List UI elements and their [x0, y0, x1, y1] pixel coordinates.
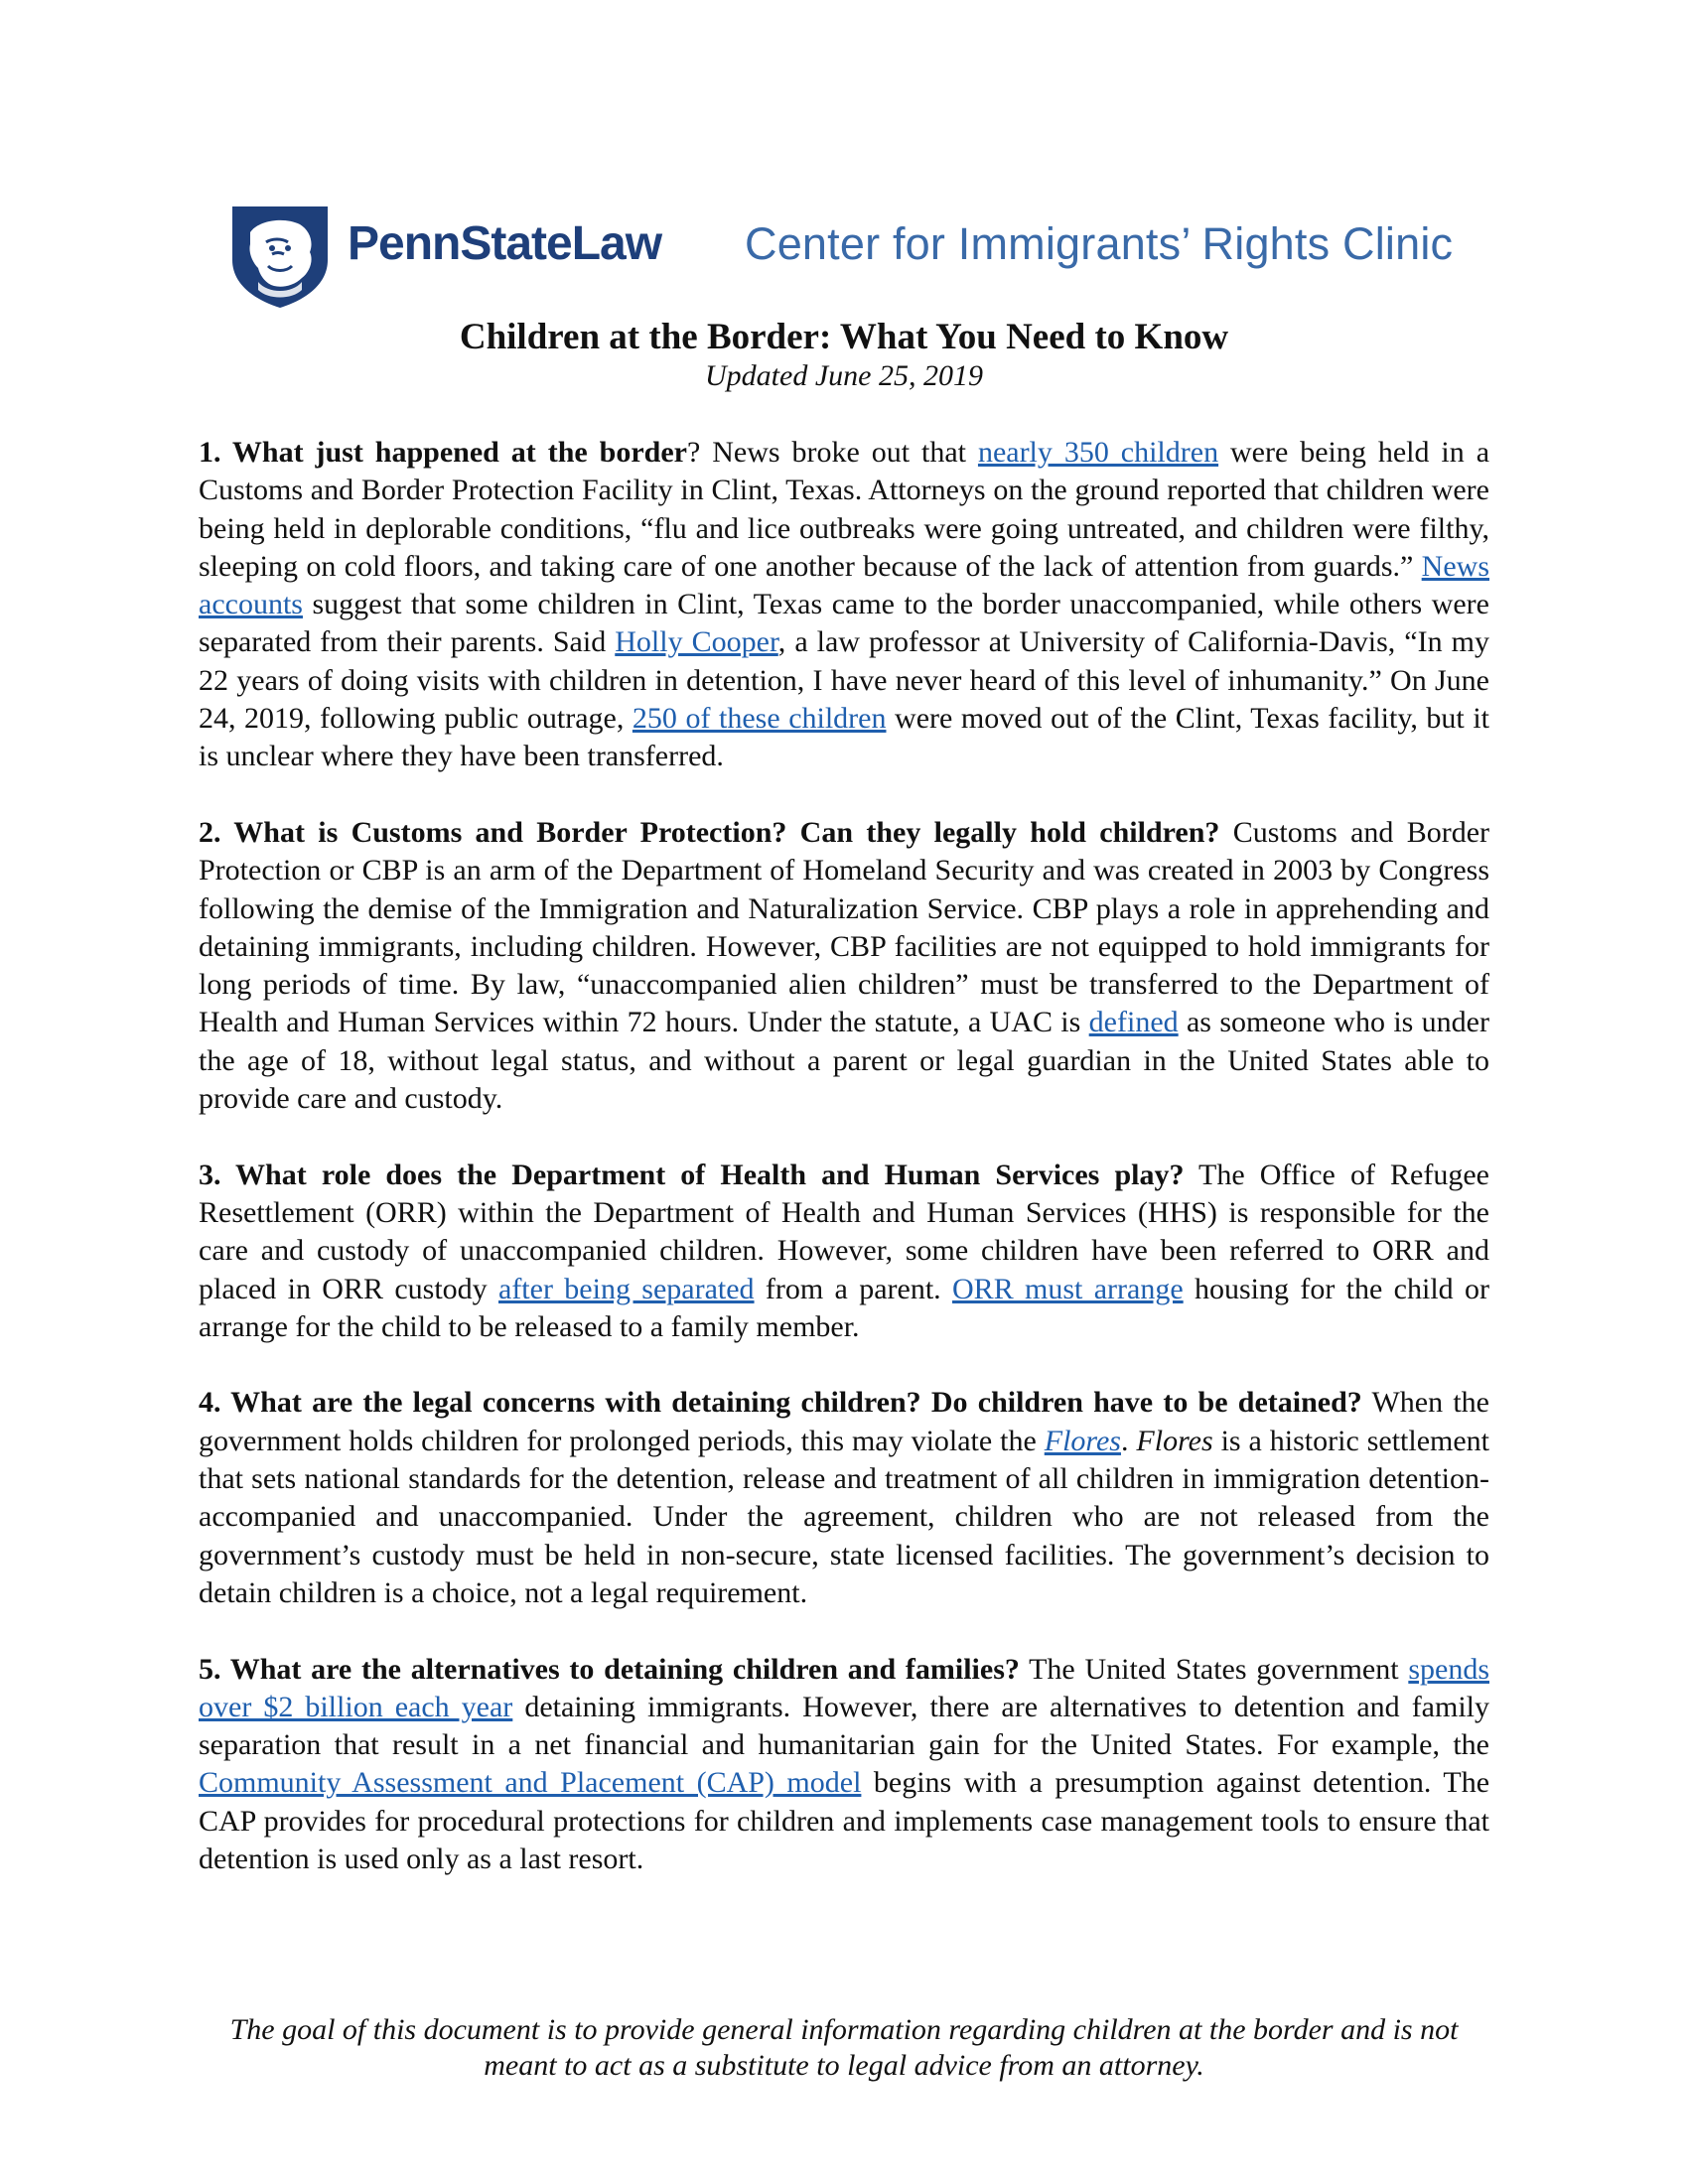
penn-state-law-logo-text: PennStateLaw: [348, 217, 662, 270]
section-5: [199, 1651, 1489, 1879]
nittany-lion-shield-icon: [228, 203, 332, 310]
section-3-text: The Office of Refugee Resettlement (ORR) within the Department of Health and Human Services (HHS) is responsible for the care and custody of unaccompanied children. However, some children have been referred to ORR and placed in ORR custody: [199, 1158, 1489, 1305]
link-flores[interactable]: Flores: [1044, 1424, 1121, 1457]
section-1-text: ? News broke out that: [686, 436, 978, 469]
disclaimer: [199, 2012, 1489, 2084]
link-250-of-these-children[interactable]: 250 of these children: [632, 702, 887, 736]
updated-date: Updated June 25, 2019: [705, 359, 983, 392]
document-body: [199, 434, 1489, 1917]
link-cap-model[interactable]: Community Assessment and Placement (CAP) model: [199, 1766, 862, 1800]
section-1-text: , a law professor at University of California-Davis, “In my 22 years of doing visits with children in detention, I have never heard of this level of inhumanity.” On June 24, 2019, following public outrage,: [199, 625, 1489, 736]
link-news-accounts[interactable]: News accounts: [199, 549, 1489, 621]
flores-italic-term: Flores: [1136, 1424, 1213, 1457]
disclaimer-line-2: meant to act as a substitute to legal advice from an attorney.: [484, 2049, 1204, 2082]
section-2: [199, 814, 1489, 1118]
link-holly-cooper[interactable]: Holly Cooper: [615, 625, 778, 659]
section-2-heading: 2. What is Customs and Border Protection? Can they legally hold children?: [199, 815, 1220, 849]
section-5-text: begins with a presumption against detention. The CAP provides for procedural protections for children and implements case management tools to ensure that detention is used only as a last resort.: [199, 1766, 1490, 1875]
section-4: [199, 1384, 1489, 1612]
link-defined[interactable]: defined: [1088, 1006, 1179, 1039]
section-4-text: When the government holds children for prolonged periods, this may violate the: [199, 1386, 1489, 1457]
section-1-text: suggest that some children in Clint, Texas came to the border unaccompanied, while others were separated from their parents. Said: [199, 588, 1489, 659]
section-1-heading: 1. What just happened at the border: [199, 436, 687, 469]
disclaimer-line-1: The goal of this document is to provide general information regarding children at the border and is not: [229, 2013, 1459, 2046]
section-1: [199, 434, 1489, 776]
link-after-being-separated[interactable]: after being separated: [498, 1272, 755, 1305]
section-5-text: detaining immigrants. However, there are alternatives to detention and family separation that result in a net financial and humanitarian gain for the United States. For example, the: [199, 1690, 1490, 1762]
section-4-heading: 4. What are the legal concerns with detaining children? Do children have to be detained?: [199, 1386, 1362, 1420]
section-5-text: The United States government: [1019, 1652, 1409, 1686]
document-title: Children at the Border: What You Need to Know: [459, 317, 1229, 357]
section-2-text: Customs and Border Protection or CBP is an arm of the Department of Homeland Security and was created in 2003 by Congress following the demise of the Immigration and Naturalization Service. CBP plays a role in apprehending and detaining immigrants, including children. However, CBP facilities are not equipped to hold immigrants for long periods of time. By law, “unaccompanied alien children” must be transferred to the Department of Health and Human Services within 72 hours. Under the statute, a UAC is: [199, 815, 1489, 1039]
letterhead: [228, 199, 1489, 313]
link-orr-must-arrange[interactable]: ORR must arrange: [952, 1272, 1184, 1305]
section-1-text: were being held in a Customs and Border Protection Facility in Clint, Texas. Attorneys on the ground reported that children were being held in deplorable conditions, “flu and lice outbreaks were going untreated, and children were filthy, sleeping on cold floors, and taking care of one another because of the lack of attention from guards.”: [199, 436, 1490, 583]
section-3: [199, 1157, 1489, 1346]
link-nearly-350-children[interactable]: nearly 350 children: [977, 436, 1219, 469]
section-2-text: as someone who is under the age of 18, without legal status, and without a parent or legal guardian in the United States able to provide care and custody.: [199, 1006, 1489, 1116]
section-4-text: is a historic settlement that sets national standards for the detention, release and treatment of all children in immigration detention- accompanied and unaccompanied. Under the agreement, children who are not released from the government’s custody must be held in non-secure, state licensed facilities. The government’s decision to detain children is a choice, not a legal requirement.: [199, 1424, 1490, 1609]
link-spends-over-2-billion[interactable]: spends over $2 billion each year: [199, 1652, 1489, 1723]
section-3-text: housing for the child or arrange for the child to be released to a family member.: [199, 1272, 1489, 1343]
clinic-name: Center for Immigrants’ Rights Clinic: [745, 218, 1454, 269]
section-3-heading: 3. What role does the Department of Health and Human Services play?: [199, 1158, 1185, 1191]
section-1-text: were moved out of the Clint, Texas facility, but it is unclear where they have been transferred.: [199, 702, 1489, 773]
section-4-text: .: [1120, 1424, 1137, 1457]
section-3-text: from a parent.: [754, 1272, 953, 1305]
section-5-heading: 5. What are the alternatives to detaining children and families?: [199, 1652, 1020, 1686]
